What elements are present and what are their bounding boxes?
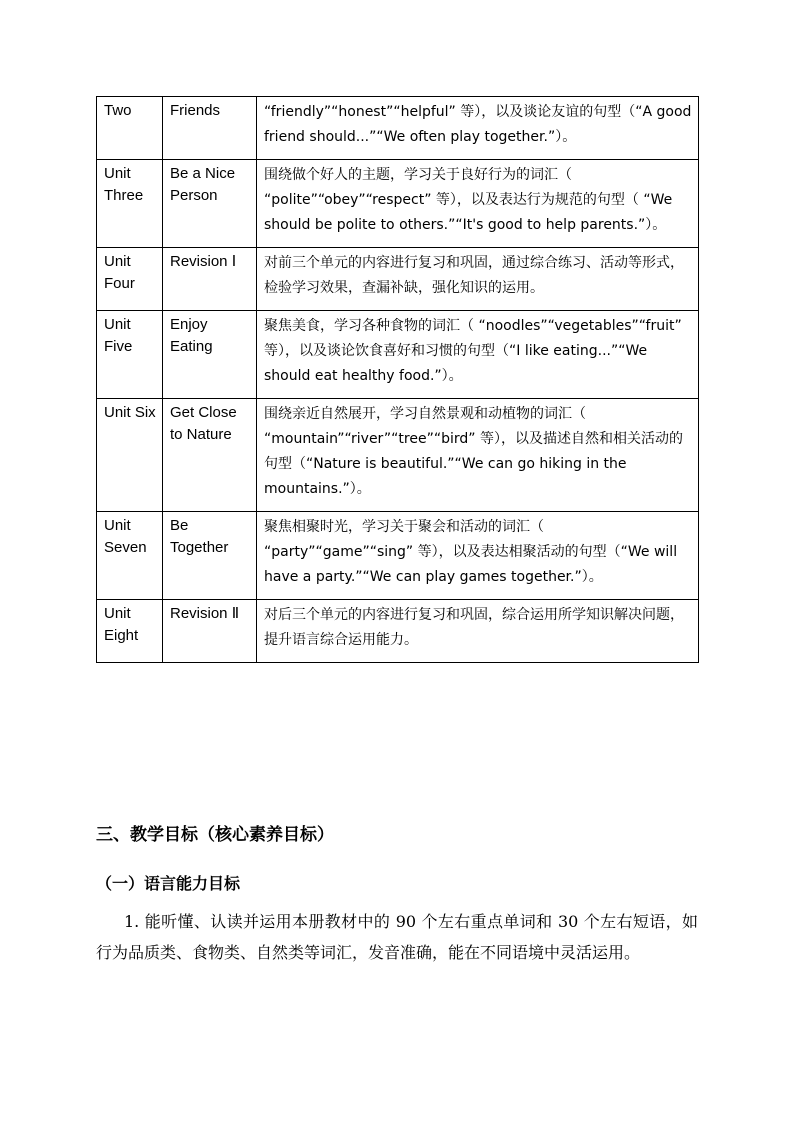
content-cell: 对前三个单元的内容进行复习和巩固，通过综合练习、活动等形式，检验学习效果，查漏补缺，强化知识的运用。 (257, 248, 699, 311)
table-row (97, 512, 699, 600)
title-cell: Revision Ⅰ (163, 248, 257, 311)
table-row (97, 248, 699, 311)
table-row (97, 97, 699, 160)
content-cell: “friendly”“honest”“helpful” 等），以及谈论友谊的句型（“A good friend should...”“We often play together.”）。 (257, 97, 699, 160)
content-cell: 聚焦相聚时光，学习关于聚会和活动的词汇（ “party”“game”“sing” 等），以及表达相聚活动的句型（“We will have a party.”“We can play games together.”）。 (257, 512, 699, 600)
content-cell: 对后三个单元的内容进行复习和巩固，综合运用所学知识解决问题，提升语言综合运用能力。 (257, 600, 699, 663)
body-paragraph: 1. 能听懂、认读并运用本册教材中的 90 个左右重点单词和 30 个左右短语，如行为品质类、食物类、自然类等词汇，发音准确，能在不同语境中灵活运用。 (96, 912, 698, 962)
content-cell: 围绕亲近自然展开，学习自然景观和动植物的词汇（ “mountain”“river”“tree”“bird” 等），以及描述自然和相关活动的句型（“Nature is beautiful.”“We can go hiking in the mountains.”）。 (257, 399, 699, 512)
section-heading: 三、教学目标（核心素养目标） (96, 825, 334, 845)
subsection-heading: （一）语言能力目标 (96, 874, 241, 893)
title-cell: Be a Nice Person (163, 160, 257, 248)
unit-cell: Two (97, 97, 163, 160)
unit-cell: Unit Three (97, 160, 163, 248)
table-row (97, 160, 699, 248)
unit-overview-table (96, 96, 699, 663)
unit-cell: Unit Five (97, 311, 163, 399)
title-cell: Revision Ⅱ (163, 600, 257, 663)
content-cell: 聚焦美食，学习各种食物的词汇（ “noodles”“vegetables”“fruit” 等），以及谈论饮食喜好和习惯的句型（“I like eating...”“We should eat healthy food.”）。 (257, 311, 699, 399)
title-cell: Be Together (163, 512, 257, 600)
table-row (97, 600, 699, 663)
title-cell: Get Close to Nature (163, 399, 257, 512)
unit-cell: Unit Seven (97, 512, 163, 600)
title-cell: Enjoy Eating (163, 311, 257, 399)
unit-cell: Unit Four (97, 248, 163, 311)
table-row (97, 399, 699, 512)
unit-cell: Unit Six (97, 399, 163, 512)
unit-cell: Unit Eight (97, 600, 163, 663)
content-cell: 围绕做个好人的主题，学习关于良好行为的词汇（ “polite”“obey”“respect” 等），以及表达行为规范的句型（ “We should be polite to others.”“It's good to help parents.”）。 (257, 160, 699, 248)
title-cell: Friends (163, 97, 257, 160)
table-row (97, 311, 699, 399)
